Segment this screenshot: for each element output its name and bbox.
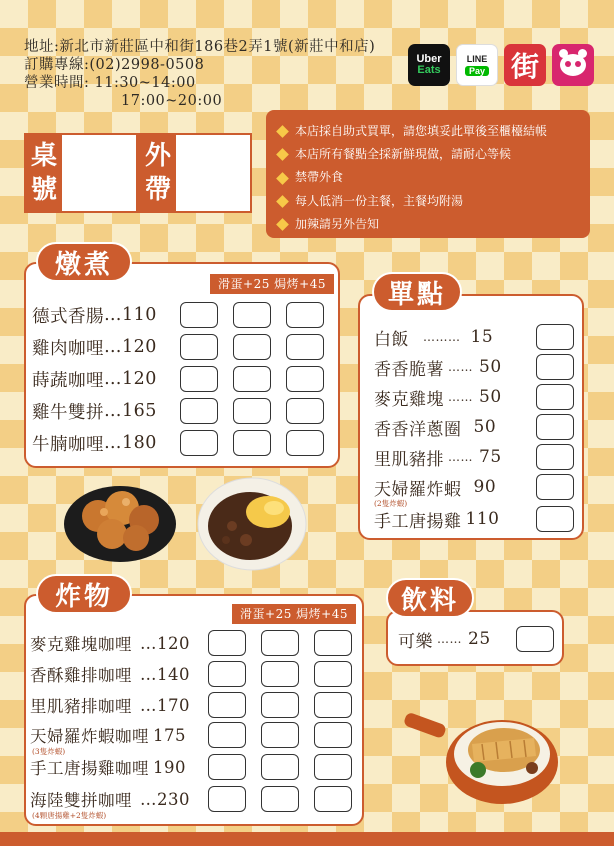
menu-item: 雞肉咖哩 …120 xyxy=(32,337,157,359)
qty-box[interactable] xyxy=(208,722,246,748)
qty-box[interactable] xyxy=(208,630,246,656)
menu-item: 里肌豬排咖哩 …170 xyxy=(30,695,190,716)
diamond-bullet-icon xyxy=(276,218,289,231)
fried-menu-card xyxy=(24,594,364,826)
qty-box[interactable] xyxy=(180,302,218,328)
line-logo-text: LINE xyxy=(466,54,488,64)
qty-box[interactable] xyxy=(536,354,574,380)
qty-box[interactable] xyxy=(208,786,246,812)
menu-item: 牛腩咖哩 …180 xyxy=(32,433,157,455)
cheese-qty-box[interactable] xyxy=(314,661,352,687)
qty-box[interactable] xyxy=(208,754,246,780)
fried-section-title: 炸物 xyxy=(36,574,132,614)
notice-panel xyxy=(266,110,590,238)
egg-qty-box[interactable] xyxy=(233,302,271,328)
pork-cutlet-curry-image xyxy=(402,698,562,810)
eats-logo-text: Eats xyxy=(417,64,441,76)
qty-box[interactable] xyxy=(516,626,554,652)
notice-item: 每人低消一份主餐，主餐均附湯 xyxy=(278,190,580,213)
stew-section-title: 燉煮 xyxy=(36,242,132,282)
egg-qty-box[interactable] xyxy=(233,334,271,360)
qty-box[interactable] xyxy=(536,474,574,500)
egg-qty-box[interactable] xyxy=(261,630,299,656)
drinks-menu-card xyxy=(386,610,564,666)
cheese-qty-box[interactable] xyxy=(286,302,324,328)
egg-qty-box[interactable] xyxy=(261,786,299,812)
notice-item: 本店所有餐點全採新鮮現做，請耐心等候 xyxy=(278,143,580,166)
stew-modifier-label: 滑蛋+25 焗烤+45 xyxy=(210,274,334,294)
qty-box[interactable] xyxy=(536,444,574,470)
menu-item: 天婦羅炸蝦咖哩 175 xyxy=(30,725,186,746)
menu-item: 手工唐揚雞咖哩 190 xyxy=(30,757,186,778)
pay-logo-text: Pay xyxy=(465,66,489,76)
egg-qty-box[interactable] xyxy=(261,661,299,687)
drinks-section-title: 飲料 xyxy=(386,578,474,618)
cheese-qty-box[interactable] xyxy=(286,334,324,360)
menu-item: 德式香腸 …110 xyxy=(32,305,157,327)
store-address: 地址:新北市新莊區中和街186巷2弄1號(新莊中和店) xyxy=(24,39,376,55)
jie-kou-logo xyxy=(504,44,546,86)
menu-item: 可樂 …… 25 xyxy=(398,629,491,652)
diamond-bullet-icon xyxy=(276,195,289,208)
qty-box[interactable] xyxy=(536,384,574,410)
store-info xyxy=(24,38,375,110)
qty-box[interactable] xyxy=(180,366,218,392)
cheese-qty-box[interactable] xyxy=(314,692,352,718)
singles-section-title: 單點 xyxy=(372,272,462,312)
qty-box[interactable] xyxy=(180,430,218,456)
notice-item: 加辣請另外告知 xyxy=(278,213,580,236)
qty-box[interactable] xyxy=(180,398,218,424)
foodpanda-logo xyxy=(552,44,594,86)
shrimp-note: (2隻炸蝦) xyxy=(374,499,408,508)
menu-item: 香酥雞排咖哩 …140 xyxy=(30,664,190,685)
notice-item: 禁帶外食 xyxy=(278,166,580,189)
cheese-qty-box[interactable] xyxy=(286,430,324,456)
qty-box[interactable] xyxy=(536,414,574,440)
stew-menu-card xyxy=(24,262,340,468)
diamond-bullet-icon xyxy=(276,148,289,161)
egg-qty-box[interactable] xyxy=(261,754,299,780)
fried-chicken-image xyxy=(60,470,180,566)
menu-item: 蒔蔬咖哩 …120 xyxy=(32,369,157,391)
uber-eats-logo xyxy=(408,44,450,86)
qty-box[interactable] xyxy=(208,692,246,718)
singles-menu-card xyxy=(358,294,584,540)
table-number-label: 桌 號 xyxy=(26,135,62,211)
opening-hours: 營業時間: 11:30~14:00 xyxy=(24,75,196,91)
curry-omelette-image xyxy=(196,474,308,572)
menu-item: 香香脆薯 …… 50 xyxy=(374,357,502,380)
cheese-qty-box[interactable] xyxy=(314,722,352,748)
combo-note: (4顆唐揚雞+2隻炸蝦) xyxy=(32,811,107,820)
fried-modifier-label: 滑蛋+25 焗烤+45 xyxy=(232,604,356,624)
line-pay-logo xyxy=(456,44,498,86)
cheese-qty-box[interactable] xyxy=(314,630,352,656)
opening-hours-evening: 17:00~20:00 xyxy=(121,93,223,109)
uber-logo-text: Uber xyxy=(416,53,442,65)
menu-item: 雞牛雙拼 …165 xyxy=(32,401,157,423)
cheese-qty-box[interactable] xyxy=(286,366,324,392)
cheese-qty-box[interactable] xyxy=(314,786,352,812)
qty-box[interactable] xyxy=(208,661,246,687)
egg-qty-box[interactable] xyxy=(261,722,299,748)
egg-qty-box[interactable] xyxy=(233,398,271,424)
qty-box[interactable] xyxy=(536,324,574,350)
diamond-bullet-icon xyxy=(276,125,289,138)
menu-item: 香香洋蔥圈 50 xyxy=(374,417,497,440)
table-number-box[interactable] xyxy=(24,133,138,213)
menu-item: 麥克雞塊咖哩 …120 xyxy=(30,633,190,654)
diamond-bullet-icon xyxy=(276,172,289,185)
takeout-label: 外 帶 xyxy=(140,135,176,211)
menu-item: 里肌豬排 …… 75 xyxy=(374,447,502,470)
cheese-qty-box[interactable] xyxy=(314,754,352,780)
menu-item: 麥克雞塊 …… 50 xyxy=(374,387,502,410)
egg-qty-box[interactable] xyxy=(233,366,271,392)
menu-item: 海陸雙拼咖哩 …230 xyxy=(30,789,190,810)
menu-item: 手工唐揚雞 110 xyxy=(374,509,500,532)
qty-box[interactable] xyxy=(536,506,574,532)
cheese-qty-box[interactable] xyxy=(286,398,324,424)
bottom-bar xyxy=(0,832,614,846)
menu-item: 白飯 ……… 15 xyxy=(374,327,494,350)
qty-box[interactable] xyxy=(180,334,218,360)
menu-item: 天婦羅炸蝦 90 xyxy=(374,477,497,500)
shrimp-note: (3隻炸蝦) xyxy=(32,747,66,756)
egg-qty-box[interactable] xyxy=(233,430,271,456)
takeout-box[interactable] xyxy=(138,133,252,213)
panda-icon xyxy=(560,54,586,76)
order-phone: 訂購專線:(02)2998-0508 xyxy=(24,57,205,73)
egg-qty-box[interactable] xyxy=(261,692,299,718)
jie-logo-text: 街 xyxy=(510,50,539,83)
notice-item: 本店採自助式買單，請您填妥此單後至櫃檯結帳 xyxy=(278,120,580,143)
